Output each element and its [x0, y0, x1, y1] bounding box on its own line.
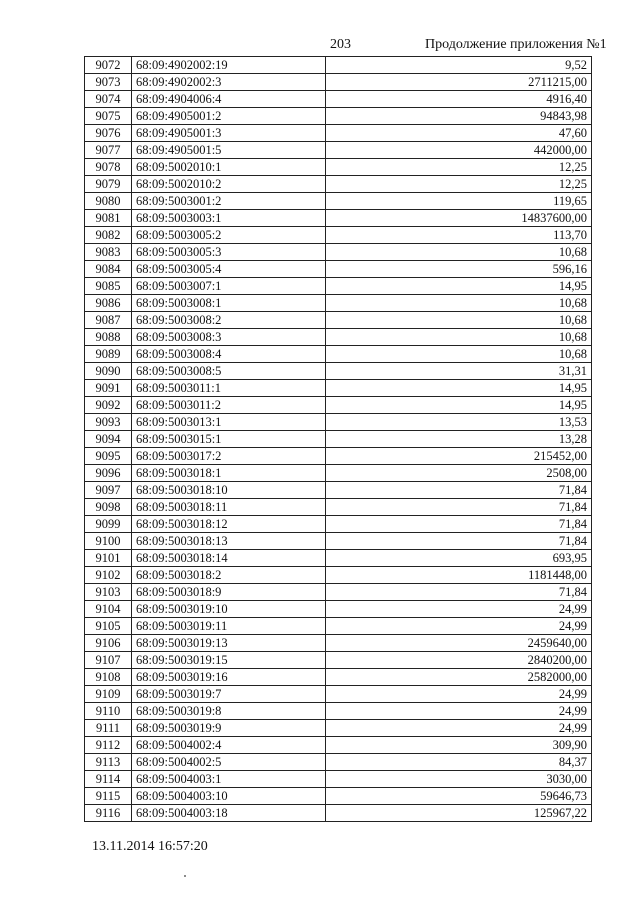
row-number: 9109 — [85, 686, 132, 703]
table-row — [85, 312, 592, 329]
cadastral-number: 68:09:5003018:10 — [132, 482, 326, 499]
cadastral-value: 119,65 — [326, 193, 592, 210]
cadastral-value: 14837600,00 — [326, 210, 592, 227]
cadastral-value: 9,52 — [326, 57, 592, 74]
cadastral-value: 2508,00 — [326, 465, 592, 482]
table-row — [85, 482, 592, 499]
table-row — [85, 805, 592, 822]
row-number: 9078 — [85, 159, 132, 176]
cadastral-number: 68:09:5003018:1 — [132, 465, 326, 482]
cadastral-table-container — [84, 56, 592, 822]
row-number: 9084 — [85, 261, 132, 278]
cadastral-number: 68:09:5003005:3 — [132, 244, 326, 261]
cadastral-value: 24,99 — [326, 601, 592, 618]
cadastral-value: 24,99 — [326, 703, 592, 720]
cadastral-value: 2840200,00 — [326, 652, 592, 669]
row-number: 9077 — [85, 142, 132, 159]
cadastral-value: 71,84 — [326, 482, 592, 499]
row-number: 9111 — [85, 720, 132, 737]
cadastral-number: 68:09:5002010:2 — [132, 176, 326, 193]
row-number: 9099 — [85, 516, 132, 533]
table-row — [85, 295, 592, 312]
cadastral-number: 68:09:5003019:7 — [132, 686, 326, 703]
scan-dot-mark — [184, 875, 186, 877]
cadastral-value: 47,60 — [326, 125, 592, 142]
table-row — [85, 669, 592, 686]
row-number: 9080 — [85, 193, 132, 210]
table-row — [85, 380, 592, 397]
cadastral-number: 68:09:5003011:1 — [132, 380, 326, 397]
row-number: 9091 — [85, 380, 132, 397]
row-number: 9076 — [85, 125, 132, 142]
table-row — [85, 91, 592, 108]
table-row — [85, 601, 592, 618]
table-row — [85, 737, 592, 754]
row-number: 9094 — [85, 431, 132, 448]
table-row — [85, 533, 592, 550]
table-row — [85, 74, 592, 91]
table-row — [85, 771, 592, 788]
cadastral-value: 125967,22 — [326, 805, 592, 822]
row-number: 9082 — [85, 227, 132, 244]
cadastral-value: 71,84 — [326, 516, 592, 533]
cadastral-table — [84, 56, 592, 822]
cadastral-value: 14,95 — [326, 380, 592, 397]
cadastral-value: 94843,98 — [326, 108, 592, 125]
cadastral-number: 68:09:5003019:8 — [132, 703, 326, 720]
cadastral-number: 68:09:5003019:10 — [132, 601, 326, 618]
table-row — [85, 210, 592, 227]
cadastral-value: 13,28 — [326, 431, 592, 448]
page-number: 203 — [330, 37, 351, 52]
table-row — [85, 516, 592, 533]
cadastral-number: 68:09:5003005:4 — [132, 261, 326, 278]
row-number: 9097 — [85, 482, 132, 499]
table-row — [85, 244, 592, 261]
row-number: 9102 — [85, 567, 132, 584]
table-row — [85, 465, 592, 482]
cadastral-value: 3030,00 — [326, 771, 592, 788]
cadastral-number: 68:09:5003019:9 — [132, 720, 326, 737]
row-number: 9074 — [85, 91, 132, 108]
row-number: 9090 — [85, 363, 132, 380]
row-number: 9092 — [85, 397, 132, 414]
cadastral-value: 71,84 — [326, 533, 592, 550]
cadastral-value: 113,70 — [326, 227, 592, 244]
row-number: 9116 — [85, 805, 132, 822]
table-row — [85, 686, 592, 703]
cadastral-value: 693,95 — [326, 550, 592, 567]
cadastral-value: 2582000,00 — [326, 669, 592, 686]
table-row — [85, 278, 592, 295]
cadastral-value: 2459640,00 — [326, 635, 592, 652]
cadastral-number: 68:09:5003018:11 — [132, 499, 326, 516]
cadastral-value: 24,99 — [326, 618, 592, 635]
cadastral-value: 10,68 — [326, 312, 592, 329]
table-row — [85, 363, 592, 380]
table-row — [85, 142, 592, 159]
cadastral-value: 12,25 — [326, 159, 592, 176]
row-number: 9103 — [85, 584, 132, 601]
row-number: 9106 — [85, 635, 132, 652]
cadastral-number: 68:09:5003008:3 — [132, 329, 326, 346]
cadastral-value: 12,25 — [326, 176, 592, 193]
table-row — [85, 227, 592, 244]
cadastral-number: 68:09:5003019:13 — [132, 635, 326, 652]
cadastral-number: 68:09:5003019:16 — [132, 669, 326, 686]
row-number: 9087 — [85, 312, 132, 329]
cadastral-number: 68:09:5003017:2 — [132, 448, 326, 465]
cadastral-value: 59646,73 — [326, 788, 592, 805]
table-row — [85, 788, 592, 805]
row-number: 9115 — [85, 788, 132, 805]
row-number: 9086 — [85, 295, 132, 312]
cadastral-number: 68:09:5003018:2 — [132, 567, 326, 584]
cadastral-value: 14,95 — [326, 397, 592, 414]
table-row — [85, 618, 592, 635]
row-number: 9095 — [85, 448, 132, 465]
cadastral-number: 68:09:5003005:2 — [132, 227, 326, 244]
row-number: 9079 — [85, 176, 132, 193]
cadastral-number: 68:09:4904006:4 — [132, 91, 326, 108]
cadastral-value: 4916,40 — [326, 91, 592, 108]
cadastral-value: 10,68 — [326, 295, 592, 312]
table-row — [85, 329, 592, 346]
cadastral-number: 68:09:5003007:1 — [132, 278, 326, 295]
row-number: 9113 — [85, 754, 132, 771]
cadastral-number: 68:09:5003008:4 — [132, 346, 326, 363]
cadastral-value: 2711215,00 — [326, 74, 592, 91]
row-number: 9114 — [85, 771, 132, 788]
cadastral-number: 68:09:4905001:2 — [132, 108, 326, 125]
row-number: 9098 — [85, 499, 132, 516]
table-row — [85, 584, 592, 601]
cadastral-number: 68:09:5003011:2 — [132, 397, 326, 414]
cadastral-number: 68:09:5003018:14 — [132, 550, 326, 567]
cadastral-number: 68:09:5004003:18 — [132, 805, 326, 822]
cadastral-value: 14,95 — [326, 278, 592, 295]
cadastral-number: 68:09:5004003:10 — [132, 788, 326, 805]
cadastral-value: 71,84 — [326, 584, 592, 601]
cadastral-number: 68:09:5003018:13 — [132, 533, 326, 550]
cadastral-number: 68:09:5004002:4 — [132, 737, 326, 754]
table-row — [85, 261, 592, 278]
cadastral-value: 1181448,00 — [326, 567, 592, 584]
table-row — [85, 193, 592, 210]
table-row — [85, 550, 592, 567]
table-row — [85, 567, 592, 584]
table-row — [85, 159, 592, 176]
continuation-title: Продолжение приложения №1 — [425, 37, 607, 52]
row-number: 9107 — [85, 652, 132, 669]
row-number: 9075 — [85, 108, 132, 125]
row-number: 9100 — [85, 533, 132, 550]
row-number: 9083 — [85, 244, 132, 261]
cadastral-number: 68:09:4902002:3 — [132, 74, 326, 91]
row-number: 9085 — [85, 278, 132, 295]
table-row — [85, 448, 592, 465]
table-row — [85, 346, 592, 363]
table-row — [85, 635, 592, 652]
row-number: 9105 — [85, 618, 132, 635]
cadastral-number: 68:09:5003019:15 — [132, 652, 326, 669]
table-row — [85, 720, 592, 737]
row-number: 9112 — [85, 737, 132, 754]
row-number: 9096 — [85, 465, 132, 482]
table-row — [85, 414, 592, 431]
cadastral-number: 68:09:5003008:1 — [132, 295, 326, 312]
row-number: 9093 — [85, 414, 132, 431]
cadastral-number: 68:09:5003008:5 — [132, 363, 326, 380]
timestamp: 13.11.2014 16:57:20 — [92, 839, 208, 854]
cadastral-value: 309,90 — [326, 737, 592, 754]
cadastral-number: 68:09:5003018:9 — [132, 584, 326, 601]
row-number: 9108 — [85, 669, 132, 686]
table-row — [85, 125, 592, 142]
cadastral-number: 68:09:5003019:11 — [132, 618, 326, 635]
row-number: 9073 — [85, 74, 132, 91]
table-row — [85, 57, 592, 74]
table-row — [85, 703, 592, 720]
row-number: 9088 — [85, 329, 132, 346]
cadastral-number: 68:09:4902002:19 — [132, 57, 326, 74]
row-number: 9110 — [85, 703, 132, 720]
table-row — [85, 176, 592, 193]
cadastral-value: 10,68 — [326, 329, 592, 346]
cadastral-value: 442000,00 — [326, 142, 592, 159]
cadastral-number: 68:09:5003008:2 — [132, 312, 326, 329]
table-row — [85, 108, 592, 125]
row-number: 9081 — [85, 210, 132, 227]
cadastral-value: 596,16 — [326, 261, 592, 278]
row-number: 9072 — [85, 57, 132, 74]
cadastral-value: 10,68 — [326, 346, 592, 363]
cadastral-number: 68:09:5003003:1 — [132, 210, 326, 227]
cadastral-number: 68:09:5004002:5 — [132, 754, 326, 771]
row-number: 9104 — [85, 601, 132, 618]
cadastral-number: 68:09:5003013:1 — [132, 414, 326, 431]
cadastral-number: 68:09:5003001:2 — [132, 193, 326, 210]
cadastral-number: 68:09:5003015:1 — [132, 431, 326, 448]
row-number: 9089 — [85, 346, 132, 363]
row-number: 9101 — [85, 550, 132, 567]
table-row — [85, 397, 592, 414]
cadastral-value: 31,31 — [326, 363, 592, 380]
cadastral-number: 68:09:5002010:1 — [132, 159, 326, 176]
table-row — [85, 652, 592, 669]
cadastral-number: 68:09:4905001:3 — [132, 125, 326, 142]
table-row — [85, 431, 592, 448]
table-row — [85, 499, 592, 516]
cadastral-value: 24,99 — [326, 686, 592, 703]
cadastral-value: 10,68 — [326, 244, 592, 261]
cadastral-value: 215452,00 — [326, 448, 592, 465]
cadastral-value: 84,37 — [326, 754, 592, 771]
cadastral-value: 71,84 — [326, 499, 592, 516]
cadastral-value: 13,53 — [326, 414, 592, 431]
table-row — [85, 754, 592, 771]
table-body — [85, 57, 592, 822]
cadastral-number: 68:09:5003018:12 — [132, 516, 326, 533]
cadastral-number: 68:09:5004003:1 — [132, 771, 326, 788]
cadastral-value: 24,99 — [326, 720, 592, 737]
cadastral-number: 68:09:4905001:5 — [132, 142, 326, 159]
